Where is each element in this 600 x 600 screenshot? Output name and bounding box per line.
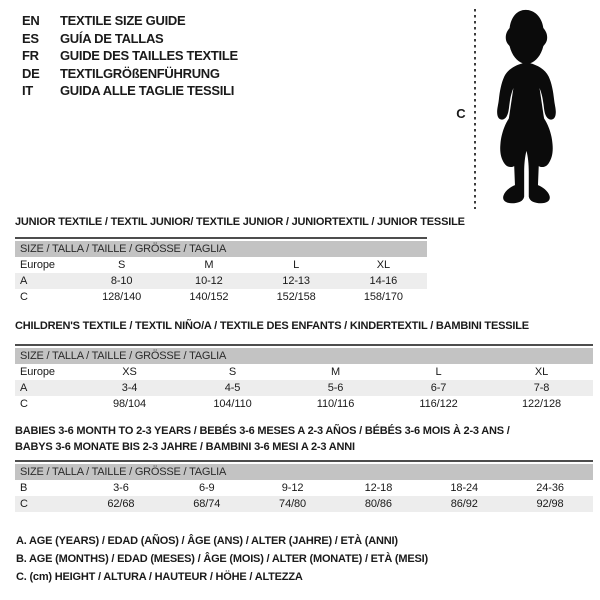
measure-legend [16,532,428,586]
size-cell: 68/74 [193,498,221,510]
size-cell: XL [376,259,390,271]
size-table [15,460,593,512]
size-cell: 5-6 [327,382,344,394]
language-list [22,12,238,100]
size-cell: 140/152 [189,291,229,303]
language-title: TEXTILE SIZE GUIDE [60,13,186,28]
size-cell: 74/80 [279,498,307,510]
language-title: GUIDE DES TAILLES TEXTILE [60,48,238,63]
height-measure-label: C [456,106,466,121]
language-title: GUIDA ALLE TAGLIE TESSILI [60,83,235,98]
legend-line: C. (cm) HEIGHT / ALTURA / HAUTEUR / HÖHE / ALTEZZA [16,571,303,583]
table-title-line: JUNIOR TEXTILE / TEXTIL JUNIOR/ TEXTILE JUNIOR / JUNIORTEXTIL / JUNIOR TESSILE [15,216,465,228]
size-cell: 6-7 [430,382,447,394]
language-code: DE [22,65,40,81]
size-header-bar: SIZE / TALLA / TAILLE / GRÖSSE / TAGLIA [15,348,593,364]
row-label: Europe [20,259,55,271]
size-cell: 98/104 [112,398,147,410]
table-row [15,273,427,289]
language-row [22,47,238,65]
size-cell: S [118,259,126,271]
size-cell: 116/122 [419,398,458,410]
row-label: C [20,398,28,410]
language-row [22,65,238,83]
language-code: EN [22,13,40,28]
table-row [15,396,593,412]
size-cell: XL [534,366,549,378]
size-cell: XS [122,366,137,378]
table-title [15,214,465,230]
size-cell: 3-6 [113,482,129,494]
size-cell: 6-9 [198,482,215,494]
legend-line: A. AGE (YEARS) / EDAD (AÑOS) / ÂGE (ANS) / ALTER (JAHRE) / ETÀ (ANNI) [16,535,398,547]
size-cell: 7-8 [533,382,550,394]
language-title: GUÍA DE TALLAS [60,30,164,46]
language-row [22,30,238,48]
size-header-bar: SIZE / TALLA / TAILLE / GRÖSSE / TAGLIA [15,241,427,257]
language-title: TEXTILGRÖßENFÜHRUNG [60,65,220,81]
height-dotted-line [474,9,476,209]
size-cell: 122/128 [521,398,562,410]
row-label: B [20,482,28,494]
table-row [15,289,427,305]
table-title-line: BABYS 3-6 MONATE BIS 2-3 JAHRE / BAMBINI 3-6 MESI A 2-3 ANNI [15,441,355,453]
size-cell: 152/158 [276,291,316,303]
size-cell: 14-16 [369,275,398,287]
size-table [15,344,593,412]
size-cell: 4-5 [224,382,241,394]
legend-line: B. AGE (MONTHS) / EDAD (MESES) / ÂGE (MOIS) / ALTER (MONATE) / ETÀ (MESI) [16,553,428,565]
table-row [15,496,593,512]
size-cell: 80/86 [364,498,392,510]
size-cell: 12-18 [364,482,393,494]
table-title [15,318,529,334]
size-header-bar: SIZE / TALLA / TAILLE / GRÖSSE / TAGLIA [15,464,593,480]
size-cell: 86/92 [450,498,478,510]
size-cell: 18-24 [450,482,479,494]
size-cell: 62/68 [107,498,135,510]
row-label: A [20,382,28,394]
size-cell: 8-10 [110,275,133,287]
size-cell: 92/98 [536,498,564,510]
size-cell: 128/140 [102,291,142,303]
size-cell: 10-12 [195,275,223,287]
table-title-line: BABIES 3-6 MONTH TO 2-3 YEARS / BEBÉS 3-6 MESES A 2-3 AÑOS / BÉBÉS 3-6 MOIS À 2-3 ANS / [15,425,510,437]
row-label: C [20,498,28,510]
size-cell: 104/110 [213,398,252,410]
row-label: Europe [20,366,55,378]
table-title-line: CHILDREN'S TEXTILE / TEXTIL NIÑO/A / TEXTILE DES ENFANTS / KINDERTEXTIL / BAMBINI TESSILE [15,320,529,332]
size-cell: 9-12 [281,482,304,494]
language-row [22,12,238,30]
table-row [15,257,427,273]
baby-silhouette-icon [482,8,574,208]
table-row [15,480,593,496]
size-table [15,237,427,305]
size-cell: 158/170 [363,291,403,303]
size-cell: 110/116 [316,398,355,410]
language-code: FR [22,48,39,63]
size-cell: 12-13 [282,275,310,287]
size-cell: M [204,259,214,271]
size-cell: L [293,259,300,271]
row-label: C [20,291,28,303]
size-cell: M [330,366,341,378]
size-cell: 3-4 [121,382,138,394]
size-cell: 24-36 [536,482,564,494]
row-label: A [20,275,28,287]
size-cell: L [435,366,442,378]
language-code: ES [22,30,39,46]
language-row [22,82,238,100]
table-title [15,423,510,455]
table-row [15,364,593,380]
size-cell: S [228,366,237,378]
language-code: IT [22,83,33,98]
table-row [15,380,593,396]
